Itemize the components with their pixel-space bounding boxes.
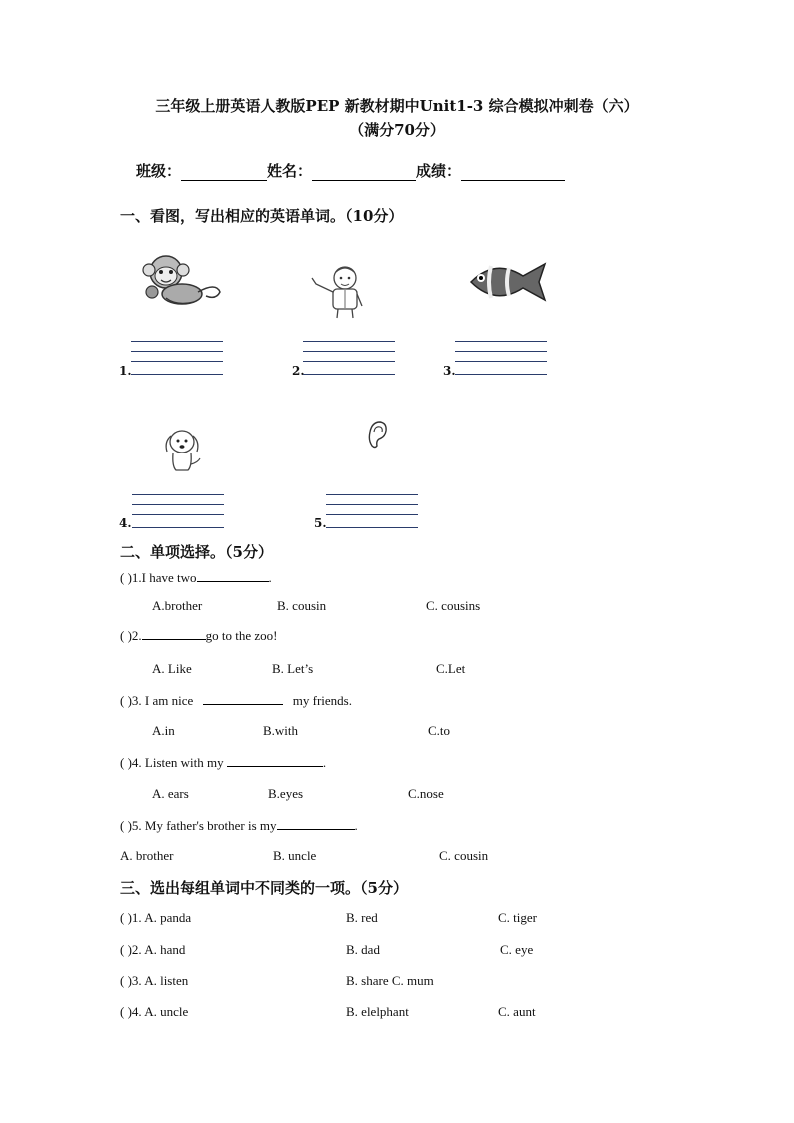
option-c[interactable]: C.nose [408, 786, 444, 801]
option-a[interactable]: A. ears [152, 786, 189, 801]
answer-blank[interactable] [203, 692, 283, 705]
question-3-4: ( )4. A. uncle [120, 1004, 189, 1019]
option-b[interactable]: B.eyes [268, 786, 304, 801]
answer-baseline-2[interactable] [303, 374, 395, 384]
monkey-picture [136, 252, 226, 308]
question-2-2: ( )2. go to the zoo! [120, 628, 278, 643]
ear-picture [364, 418, 390, 450]
answer-lines-4[interactable] [132, 494, 224, 524]
question-3-3: ( )3. A. listen [120, 973, 189, 988]
name-label: 姓名： [267, 162, 313, 180]
page-subtitle: （满分70分） [349, 121, 445, 139]
option-c[interactable]: C. cousins [426, 598, 481, 613]
item-number: 2. [292, 364, 305, 378]
option-b[interactable]: B. uncle [273, 848, 317, 863]
section1-heading: 一、看图，写出相应的英语单词。（10分） [120, 207, 404, 225]
fish-picture [465, 256, 549, 308]
page-title: 三年级上册英语人教版PEP 新教材期中Unit1-3 综合模拟冲刺卷（六） [155, 97, 639, 115]
score-field[interactable] [461, 164, 565, 181]
answer-lines-3[interactable] [455, 341, 547, 371]
option-b[interactable]: B. dad [346, 942, 380, 957]
option-a[interactable]: A. Like [152, 661, 192, 676]
question-3-2: ( )2. A. hand [120, 942, 186, 957]
question-2-1: ( )1.I have two . [120, 570, 272, 585]
answer-lines-2[interactable] [303, 341, 395, 371]
question-2-3: ( )3. I am nice my friends. [120, 693, 352, 708]
option-c[interactable]: C. cousin [439, 848, 489, 863]
option-b[interactable]: B. elelphant [346, 1004, 409, 1019]
option-a[interactable]: A.in [152, 723, 175, 738]
answer-blank[interactable] [227, 754, 323, 767]
option-c[interactable]: C.Let [436, 661, 466, 676]
answer-baseline-5[interactable] [326, 527, 418, 537]
answer-baseline-1[interactable] [131, 374, 223, 384]
section2-heading: 二、单项选择。（5分） [120, 543, 273, 561]
item-number: 4. [119, 516, 132, 530]
answer-baseline-3[interactable] [455, 374, 547, 384]
item-number: 3. [443, 364, 456, 378]
answer-lines-1[interactable] [131, 341, 223, 371]
class-field[interactable] [181, 164, 267, 181]
dog-picture [160, 426, 204, 472]
student-info [136, 160, 565, 181]
item-number: 1. [119, 364, 132, 378]
answer-baseline-4[interactable] [132, 527, 224, 537]
option-b[interactable]: B. cousin [277, 598, 327, 613]
option-a[interactable]: A. brother [120, 848, 174, 863]
answer-blank[interactable] [277, 817, 355, 830]
option-b[interactable]: B. share C. mum [346, 973, 434, 988]
question-2-5: ( )5. My father's brother is my . [120, 818, 358, 833]
option-c[interactable]: C.to [428, 723, 451, 738]
question-3-1: ( )1. A. panda [120, 910, 192, 925]
option-b[interactable]: B. Let’s [272, 661, 314, 676]
class-label: 班级： [136, 162, 182, 180]
item-number: 5. [314, 516, 327, 530]
option-b[interactable]: B.with [263, 723, 299, 738]
option-c[interactable]: C. aunt [498, 1004, 536, 1019]
name-field[interactable] [312, 164, 416, 181]
score-label: 成绩： [416, 162, 462, 180]
section3-heading: 三、选出每组单词中不同类的一项。（5分） [120, 879, 408, 897]
option-c[interactable]: C. tiger [498, 910, 537, 925]
answer-blank[interactable] [142, 627, 206, 640]
option-a[interactable]: A.brother [152, 598, 203, 613]
answer-lines-5[interactable] [326, 494, 418, 524]
answer-blank[interactable] [197, 569, 269, 582]
question-2-4: ( )4. Listen with my . [120, 755, 327, 770]
option-c[interactable]: C. eye [500, 942, 534, 957]
option-b[interactable]: B. red [346, 910, 378, 925]
grandpa-picture [300, 262, 380, 320]
